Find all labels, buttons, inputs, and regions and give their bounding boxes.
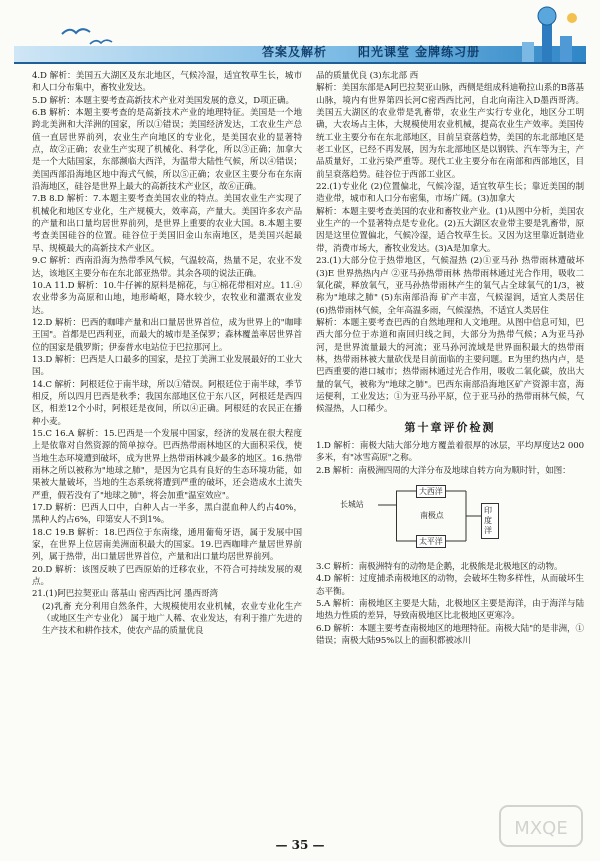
- answer-21-part2: (2)乳畜 充分利用自然条件，大规模使用农业机械，农业专业化生产（或地区生产专业化） 属于地广人稀、农业发达，有利于推广先进的生产技术和耕作技术，使农产品的质量优良: [42, 601, 302, 637]
- page-number: — 35 —: [275, 838, 325, 852]
- svg-text:MXQE: MXQE: [514, 818, 568, 839]
- page-header: [0, 0, 600, 64]
- answer-22-explanation: 解析：本题主要考查美国的农业和畜牧业产业。(1)从图中分析，美国农业生产的一个显著特点是专业化。(2)五大湖区农业带主要是乳畜带，原因是这里位置偏北，气候冷湿，适合牧草生长。又因为这里靠近制造业带，消费市场大，畜牧业发达。(3)A是加拿大。: [316, 206, 584, 254]
- answer-21-part3: 品的质量优良 (3)东北部 西: [316, 71, 419, 81]
- answer-18-19: 18.C 19.B 解析：18.巴西位于东南缘，通用葡萄牙语，属于发展中国家，在世界上位居南美洲面积最大的国家。19.巴西咖啡产量居世界前列，属于热带，出口量居世界首位，产量和出口量均居世界前列。: [32, 527, 302, 563]
- answer-20: 20.D 解析：该图反映了巴西原始的迁移农业，不符合可持续发展的观点。: [32, 564, 302, 588]
- answer-21-explanation: 解析：美国东部是A阿巴拉契亚山脉，西侧是组成科迪勒拉山系的B落基山脉，境内有世界第四长河C密西西比河，自北向南注入D墨西哥湾。美国五大湖区的农业带是乳畜带，农业生产实行专业化，地区分工明确，大农场占主体，大规模使用农业机械，提高农业生产效率。美国传统工业主要分布在东北部地区，目前呈衰落趋势，美国的东北部地区是老工业区，已经不再发展，因为东北部地区是以钢铁、汽车等为主，产品质量好，工业污染严重等。现代工业主要分布在南部和西部地区，目前呈衰落趋势。硅谷位于西部工业区。: [316, 83, 584, 180]
- answer-7-8: 7.B 8.D 解析：7.本题主要考查美国农业的特点。美国农业生产实现了机械化和地区专业化，生产规模大，效率高，产量大。美国许多农产品的产量和出口量均居世界前列，是世界上重要的农业大国。8.本题主要考查美国硅谷的位置。硅谷位于美国旧金山东南地区，是美国兴起最早、规模最大的高新技术产业区。: [32, 194, 302, 254]
- chapter10-answer-5: 5.A 解析：南极地区主要是大陆，北极地区主要是海洋，由于海洋与陆地热力性质的差异，导致南极地区比北极地区更寒冷。: [316, 599, 584, 622]
- ocean-diagram: [316, 479, 584, 557]
- answer-15-16: 15.C 16.A 解析：15.巴西是一个发展中国家，经济的发展在很大程度上是依靠对自然资源的简单掠夺。巴西热带雨林地区的大面积采伐，使当地生态环境遭到破坏，成为世界上热带雨林减少最多的地区。16.热带雨林之所以被称为"地球之肺"，是因为它具有良好的生态环境功能，如果被大量破坏，当地的生态系统将遭到严重的破坏，还会造成水土流失严重，假若没有了"地球之肺"，将会加重"温室效应"。: [32, 428, 302, 501]
- answer-22: 22.(1)专业化 (2)位置偏北，气候冷湿，适宜牧草生长；靠近美国的制造业带，城市和人口分布密集，市场广阔。(3)加拿大: [316, 182, 584, 205]
- chapter10-answer-1: 1.D 解析：南极大陆大部分地方覆盖着很厚的冰层，平均厚度达2 000多米，有"冰雪高原"之称。: [316, 440, 584, 464]
- answer-14: 14.C 解析：阿根廷位于南半球，所以①错误。阿根廷位于南半球，季节相反，所以四月巴西是秋季；我国东部地区位于东八区，阿根廷是西四区，相差12个小时，阿根廷是夜间，所以④正确。阿根廷的农民正在播种小麦。: [32, 379, 302, 427]
- diagram-south-pole-label: 南极点: [420, 511, 444, 520]
- left-column: [32, 70, 302, 638]
- answer-9: 9.C 解析：西南沿海为热带季风气候，气温较高，热量不足，农业不发达，该地区主要分布在东北部亚热带。其余各项的说法正确。: [32, 256, 302, 279]
- chapter10-answer-2: 2.B 解析：南极洲四周的大洋分布及地球自转方向为顺时针，如图：: [316, 465, 571, 476]
- chapter10-answer-4: 4.D 解析：过度捕杀南极地区的动物，会破坏生物多样性，从而破坏生态平衡。: [316, 574, 584, 597]
- diagram-pacific-label: 太平洋: [416, 535, 446, 548]
- header-title-answers: 答案及解析: [262, 45, 328, 59]
- answer-23-explanation: 解析：本题主要考查巴西的自然地理和人文地理。从图中信息可知，巴西大部分位于赤道和南回归线之间，大部分为热带气候；A为亚马孙河，是世界流量最大的河流；亚马孙河流域是世界面积最大的热带雨林，热带雨林被大量砍伐是目前面临的主要问题。E为里约热内卢，是巴西重要的港口城市；热带雨林通过光合作用，吸收二氧化碳，放出大量的氧气，被称为"地球之肺"。巴西东南部沿海地区矿产资源丰富，海运便利，工业发达；①为亚马孙平原，位于亚马孙的热带雨林气候，气候湿热，人口稀少。: [316, 317, 584, 415]
- diagram-atlantic-label: 大西洋: [416, 485, 446, 498]
- ocean-diagram-lines: [316, 479, 584, 557]
- diagram-station-label: 长城站: [340, 500, 364, 509]
- diagram-indian-label: 印度洋: [481, 503, 499, 539]
- answer-12: 12.D 解析：巴西的咖啡产量和出口量居世界首位，成为世界上的"咖啡王国"。首都是巴西利亚，而最大的城市是圣保罗；森林覆盖率居世界首位的国家是俄罗斯；伊泰普水电站位于巴拉那河上。: [32, 317, 302, 353]
- section-title: 第十章评价检测: [404, 420, 496, 434]
- chapter10-answer-3: 3.C 解析：南极洲特有的动物是企鹅，北极熊是北极地区的动物。: [316, 562, 563, 572]
- answer-17: 17.D 解析：巴西人口中，白种人占一半多，黑白混血种人约占40%，黑种人约占6%，印第安人不到1%。: [32, 503, 302, 526]
- chapter10-answer-6: 6.D 解析：本题主要考查南极地区的地理特征。南极大陆"的是非洲，①错误；南极大陆95%以上的面积都被冰川: [316, 623, 584, 647]
- right-column: [316, 70, 584, 647]
- answer-5: 5.D 解析：本题主要考查高新技术产业对美国发展的意义，D项正确。: [32, 95, 295, 106]
- header-rule: [14, 62, 586, 64]
- answer-4: 4.D 解析：美国五大湖区及东北地区，气候冷湿，适宜牧草生长，城市和人口分布集中，畜牧业发达。: [32, 71, 302, 94]
- answer-10-11: 10.A 11.D 解析：10.牛仔裤的原料是棉花，与①棉花带相对应。11.④农业带多为高原和山地，地形崎岖，降水较少，农牧业和灌溉农业发达。: [32, 280, 302, 316]
- answer-13: 13.D 解析：巴西是人口最多的国家，是拉丁美洲工业发展最好的工业大国。: [32, 354, 302, 378]
- answer-6: 6.B 解析：本题主要考查的是高新技术产业的地理特征。美国是一个地跨北美洲和大洋洲的国家，所以①错误；美国经济发达，工农业生产总值一直居世界前列，农业生产向地区的专业化，是美国农业的显著特点，故②正确；农业生产实现了机械化、科学化，所以③正确；加拿大是一个大陆国家，东部濒临大西洋，为温带大陆性气候，所以④错误；美国西部沿海地区地中海式气候，所以⑤正确；农业区主要分布在东南沿海地区，硅谷是世界上最大的高新技术产业区，故⑥正确。: [32, 108, 302, 193]
- tower-illustration-icon: [512, 6, 582, 64]
- answer-23: 23.(1)大部分位于热带地区，气候湿热 (2)①亚马孙 热带雨林遭破坏 (3)E 世界热热内卢 ②亚马孙热带雨林 热带雨林通过光合作用，吸收二氧化碳，释放氧气，亚马孙热带雨林产生的氧气占全球氧气的1/3，被称为"地球之肺" (5)东南部沿海 矿产丰富，气候湿润，适宜人类居住 (6)热带雨林气候，全年高温多雨，气候湿热，不适宜人类居住: [316, 256, 584, 316]
- answer-21-part1: 21.(1)阿巴拉契亚山 落基山 密西西比河 墨西哥湾: [32, 589, 219, 600]
- header-title-series: 阳光课堂 金牌练习册: [358, 45, 481, 59]
